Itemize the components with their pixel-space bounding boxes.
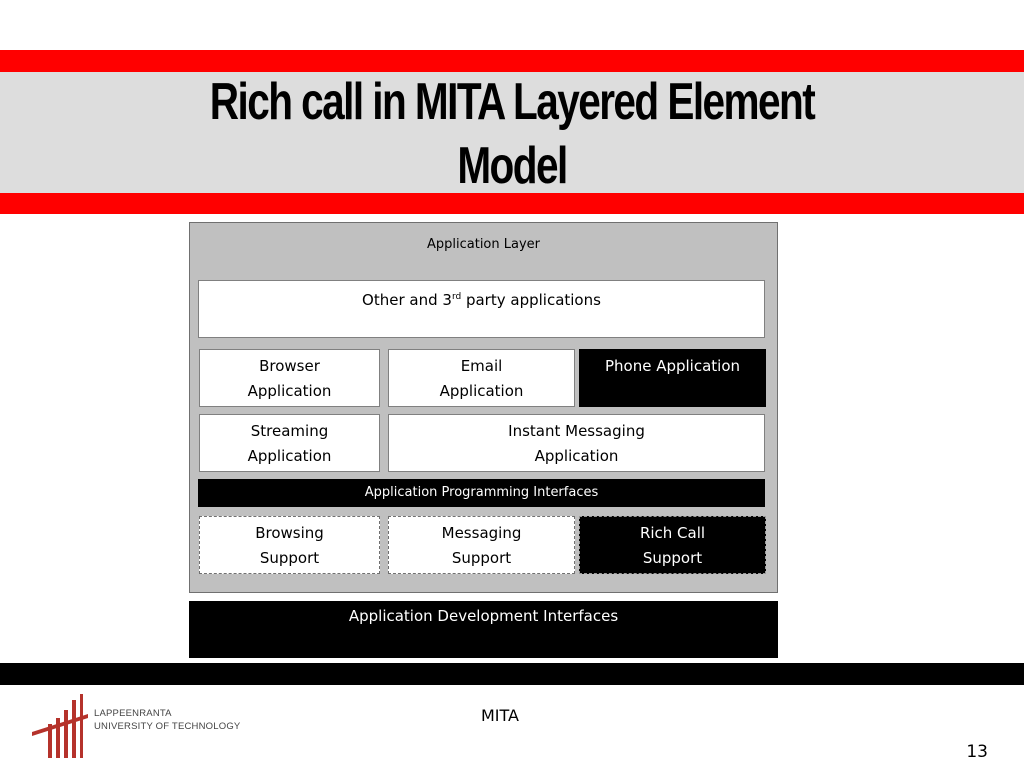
email-label-1: Email	[460, 357, 503, 375]
browser-application-box	[199, 349, 380, 407]
messaging-support-label-1: Messaging	[441, 524, 522, 542]
browser-label-1: Browser	[259, 357, 320, 375]
other-apps-sup: rd	[451, 292, 462, 302]
rich-call-support-label-2: Support	[642, 549, 703, 567]
api-box	[198, 479, 765, 507]
other-apps-suffix: party applications	[461, 291, 601, 309]
application-layer-label: Application Layer	[426, 237, 540, 252]
browser-label-2: Application	[247, 382, 332, 400]
slide-number: 13	[966, 742, 988, 762]
slide-title	[113, 70, 912, 198]
browsing-support-label-2: Support	[259, 549, 320, 567]
im-label-1: Instant Messaging	[508, 422, 645, 440]
application-layer-box	[189, 222, 778, 593]
other-party-applications-box	[198, 280, 765, 338]
messaging-support-box	[388, 516, 575, 574]
instant-messaging-application-box	[388, 414, 765, 472]
messaging-support-label-2: Support	[451, 549, 512, 567]
logo-text-line2: UNIVERSITY OF TECHNOLOGY	[94, 721, 241, 732]
email-label-2: Application	[439, 382, 524, 400]
email-application-box	[388, 349, 575, 407]
im-label-2: Application	[534, 447, 619, 465]
streaming-label-1: Streaming	[250, 422, 329, 440]
phone-label: Phone Application	[604, 357, 741, 375]
browsing-support-label-1: Browsing	[255, 524, 324, 542]
application-development-interfaces-box	[189, 601, 778, 658]
logo-text-line1: LAPPEENRANTA	[94, 708, 172, 719]
rich-call-support-label-1: Rich Call	[639, 524, 706, 542]
phone-application-box	[579, 349, 766, 407]
footer-text: MITA	[481, 706, 519, 725]
other-party-applications-label	[199, 285, 764, 313]
streaming-label-2: Application	[247, 447, 332, 465]
logo-mark-icon	[30, 694, 90, 760]
top-red-bar	[0, 50, 1024, 72]
university-logo	[30, 694, 250, 760]
rich-call-support-box	[579, 516, 766, 574]
browsing-support-box	[199, 516, 380, 574]
slide-title-line1: Rich call in MITA Layered Element	[209, 73, 815, 131]
other-apps-prefix: Other and 3	[362, 291, 452, 309]
api-label: Application Programming Interfaces	[364, 485, 599, 500]
footer-black-bar	[0, 663, 1024, 685]
adi-label: Application Development Interfaces	[348, 607, 619, 625]
streaming-application-box	[199, 414, 380, 472]
slide-title-line2: Model	[457, 137, 567, 195]
